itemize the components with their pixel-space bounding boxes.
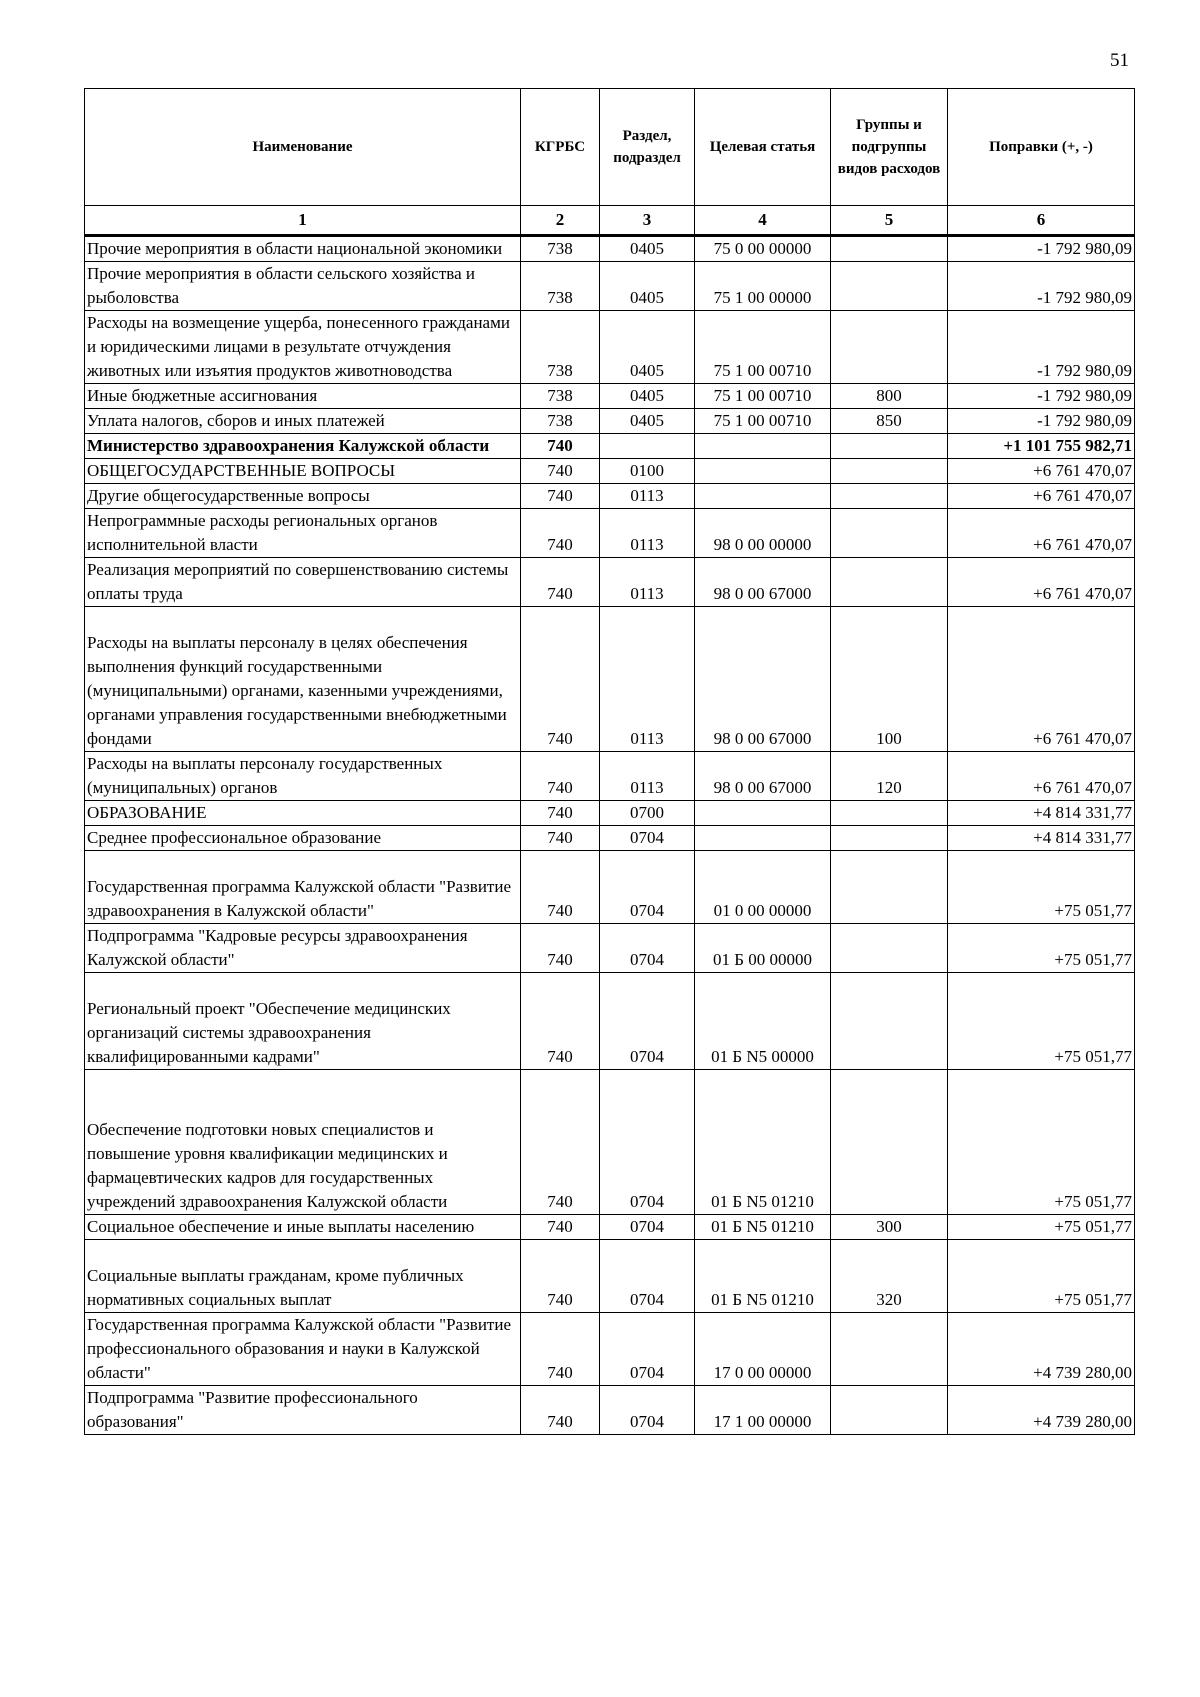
row-amount: +75 051,77 xyxy=(948,1215,1135,1240)
row-celevaya: 01 Б N5 01210 xyxy=(695,1070,831,1215)
row-amount: -1 792 980,09 xyxy=(948,409,1135,434)
table-row xyxy=(85,459,1135,484)
table-row xyxy=(85,509,1135,558)
table-row xyxy=(85,1386,1135,1435)
column-number: 4 xyxy=(695,206,831,236)
row-vid xyxy=(831,801,948,826)
row-name: Подпрограмма "Кадровые ресурсы здравоохранения Калужской области" xyxy=(85,924,521,973)
table-row xyxy=(85,558,1135,607)
row-celevaya xyxy=(695,434,831,459)
row-celevaya: 75 1 00 00710 xyxy=(695,311,831,384)
row-celevaya: 98 0 00 67000 xyxy=(695,558,831,607)
row-amount: +75 051,77 xyxy=(948,973,1135,1070)
row-name: Расходы на выплаты персоналу в целях обеспечения выполнения функций государственными (муниципальными) органами, казенными учреждениями, органами управления государственными внебюджетными фондами xyxy=(85,607,521,752)
row-razdel: 0405 xyxy=(600,262,695,311)
row-kgrbs: 740 xyxy=(521,484,600,509)
table-row xyxy=(85,484,1135,509)
row-celevaya: 01 0 00 00000 xyxy=(695,851,831,924)
row-name: Региональный проект "Обеспечение медицинских организаций системы здравоохранения квалифицированными кадрами" xyxy=(85,973,521,1070)
row-celevaya xyxy=(695,484,831,509)
row-amount: +6 761 470,07 xyxy=(948,484,1135,509)
row-vid: 800 xyxy=(831,384,948,409)
row-name: Другие общегосударственные вопросы xyxy=(85,484,521,509)
row-razdel xyxy=(600,434,695,459)
row-kgrbs: 740 xyxy=(521,459,600,484)
row-name: Подпрограмма "Развитие профессионального образования" xyxy=(85,1386,521,1435)
row-celevaya xyxy=(695,801,831,826)
table-row xyxy=(85,384,1135,409)
row-razdel: 0704 xyxy=(600,1240,695,1313)
row-kgrbs: 740 xyxy=(521,558,600,607)
table-row xyxy=(85,801,1135,826)
row-name: Непрограммные расходы региональных органов исполнительной власти xyxy=(85,509,521,558)
header-name: Наименование xyxy=(85,89,521,206)
row-vid: 100 xyxy=(831,607,948,752)
row-vid xyxy=(831,262,948,311)
row-celevaya: 01 Б 00 00000 xyxy=(695,924,831,973)
row-kgrbs: 738 xyxy=(521,384,600,409)
row-celevaya xyxy=(695,459,831,484)
row-vid: 120 xyxy=(831,752,948,801)
row-razdel: 0405 xyxy=(600,311,695,384)
row-amount: +75 051,77 xyxy=(948,1070,1135,1215)
row-amount: +75 051,77 xyxy=(948,924,1135,973)
row-celevaya xyxy=(695,826,831,851)
table-row xyxy=(85,434,1135,459)
row-kgrbs: 740 xyxy=(521,509,600,558)
budget-table xyxy=(84,88,1135,1435)
row-amount: -1 792 980,09 xyxy=(948,262,1135,311)
row-vid: 320 xyxy=(831,1240,948,1313)
header-vid: Группы и подгруппы видов расходов xyxy=(831,89,948,206)
row-amount: -1 792 980,09 xyxy=(948,311,1135,384)
row-razdel: 0704 xyxy=(600,1215,695,1240)
column-number: 2 xyxy=(521,206,600,236)
row-amount: +1 101 755 982,71 xyxy=(948,434,1135,459)
row-razdel: 0405 xyxy=(600,384,695,409)
header-kgrbs: КГРБС xyxy=(521,89,600,206)
row-celevaya: 17 1 00 00000 xyxy=(695,1386,831,1435)
row-vid xyxy=(831,434,948,459)
row-name: ОБРАЗОВАНИЕ xyxy=(85,801,521,826)
row-vid xyxy=(831,558,948,607)
table-row xyxy=(85,973,1135,1070)
table-row xyxy=(85,826,1135,851)
row-vid: 300 xyxy=(831,1215,948,1240)
row-vid xyxy=(831,459,948,484)
row-amount: +6 761 470,07 xyxy=(948,459,1135,484)
row-celevaya: 01 Б N5 00000 xyxy=(695,973,831,1070)
row-kgrbs: 740 xyxy=(521,607,600,752)
row-vid xyxy=(831,484,948,509)
row-name: ОБЩЕГОСУДАРСТВЕННЫЕ ВОПРОСЫ xyxy=(85,459,521,484)
column-number: 5 xyxy=(831,206,948,236)
row-razdel: 0100 xyxy=(600,459,695,484)
row-kgrbs: 740 xyxy=(521,801,600,826)
row-kgrbs: 738 xyxy=(521,236,600,262)
row-razdel: 0704 xyxy=(600,826,695,851)
row-celevaya: 75 1 00 00710 xyxy=(695,384,831,409)
row-razdel: 0113 xyxy=(600,558,695,607)
row-vid xyxy=(831,1386,948,1435)
row-razdel: 0113 xyxy=(600,509,695,558)
row-name: Министерство здравоохранения Калужской области xyxy=(85,434,521,459)
page-number: 51 xyxy=(1110,50,1129,71)
row-razdel: 0405 xyxy=(600,236,695,262)
column-number: 3 xyxy=(600,206,695,236)
row-razdel: 0113 xyxy=(600,484,695,509)
row-amount: +4 739 280,00 xyxy=(948,1313,1135,1386)
row-amount: +6 761 470,07 xyxy=(948,607,1135,752)
row-amount: +4 814 331,77 xyxy=(948,801,1135,826)
row-vid: 850 xyxy=(831,409,948,434)
row-celevaya: 98 0 00 67000 xyxy=(695,607,831,752)
row-celevaya: 75 1 00 00000 xyxy=(695,262,831,311)
row-vid xyxy=(831,1070,948,1215)
row-kgrbs: 738 xyxy=(521,311,600,384)
table-row xyxy=(85,1240,1135,1313)
row-razdel: 0704 xyxy=(600,1070,695,1215)
row-vid xyxy=(831,973,948,1070)
row-name: Иные бюджетные ассигнования xyxy=(85,384,521,409)
row-name: Социальные выплаты гражданам, кроме публичных нормативных социальных выплат xyxy=(85,1240,521,1313)
row-kgrbs: 738 xyxy=(521,409,600,434)
table-row xyxy=(85,236,1135,262)
row-name: Расходы на возмещение ущерба, понесенного гражданами и юридическими лицами в результате отчуждения животных или изъятия продуктов животноводства xyxy=(85,311,521,384)
table-row xyxy=(85,851,1135,924)
row-razdel: 0704 xyxy=(600,973,695,1070)
row-vid xyxy=(831,1313,948,1386)
header-razdel: Раздел, подраздел xyxy=(600,89,695,206)
row-razdel: 0704 xyxy=(600,1313,695,1386)
table-row xyxy=(85,607,1135,752)
row-kgrbs: 740 xyxy=(521,924,600,973)
row-vid xyxy=(831,311,948,384)
table-row xyxy=(85,409,1135,434)
row-name: Прочие мероприятия в области сельского хозяйства и рыболовства xyxy=(85,262,521,311)
column-number: 6 xyxy=(948,206,1135,236)
table-row xyxy=(85,1313,1135,1386)
row-amount: +75 051,77 xyxy=(948,851,1135,924)
row-vid xyxy=(831,851,948,924)
header-row xyxy=(85,89,1135,206)
row-amount: +6 761 470,07 xyxy=(948,509,1135,558)
row-kgrbs: 740 xyxy=(521,1215,600,1240)
table-row xyxy=(85,262,1135,311)
row-name: Социальное обеспечение и иные выплаты населению xyxy=(85,1215,521,1240)
row-celevaya: 17 0 00 00000 xyxy=(695,1313,831,1386)
row-celevaya: 01 Б N5 01210 xyxy=(695,1240,831,1313)
row-name: Среднее профессиональное образование xyxy=(85,826,521,851)
row-razdel: 0113 xyxy=(600,752,695,801)
row-amount: -1 792 980,09 xyxy=(948,236,1135,262)
row-amount: +4 739 280,00 xyxy=(948,1386,1135,1435)
row-name: Расходы на выплаты персоналу государственных (муниципальных) органов xyxy=(85,752,521,801)
row-razdel: 0704 xyxy=(600,1386,695,1435)
row-kgrbs: 740 xyxy=(521,1313,600,1386)
row-name: Обеспечение подготовки новых специалистов и повышение уровня квалификации медицинских и фармацевтических кадров для государственных учреждений здравоохранения Калужской области xyxy=(85,1070,521,1215)
row-razdel: 0405 xyxy=(600,409,695,434)
row-name: Прочие мероприятия в области национальной экономики xyxy=(85,236,521,262)
row-kgrbs: 740 xyxy=(521,826,600,851)
column-number: 1 xyxy=(85,206,521,236)
row-amount: +6 761 470,07 xyxy=(948,752,1135,801)
table-row xyxy=(85,311,1135,384)
row-razdel: 0700 xyxy=(600,801,695,826)
table-row xyxy=(85,1215,1135,1240)
table-row xyxy=(85,752,1135,801)
row-celevaya: 01 Б N5 01210 xyxy=(695,1215,831,1240)
row-kgrbs: 740 xyxy=(521,1070,600,1215)
row-kgrbs: 740 xyxy=(521,434,600,459)
table-row xyxy=(85,924,1135,973)
row-celevaya: 98 0 00 67000 xyxy=(695,752,831,801)
row-vid xyxy=(831,509,948,558)
row-kgrbs: 740 xyxy=(521,973,600,1070)
row-amount: +4 814 331,77 xyxy=(948,826,1135,851)
row-razdel: 0704 xyxy=(600,851,695,924)
row-name: Государственная программа Калужской области "Развитие профессионального образования и науки в Калужской области" xyxy=(85,1313,521,1386)
row-celevaya: 75 1 00 00710 xyxy=(695,409,831,434)
row-amount: -1 792 980,09 xyxy=(948,384,1135,409)
row-razdel: 0704 xyxy=(600,924,695,973)
column-number-row xyxy=(85,206,1135,236)
row-celevaya: 98 0 00 00000 xyxy=(695,509,831,558)
row-vid xyxy=(831,826,948,851)
row-kgrbs: 740 xyxy=(521,752,600,801)
row-kgrbs: 740 xyxy=(521,1386,600,1435)
row-celevaya: 75 0 00 00000 xyxy=(695,236,831,262)
row-razdel: 0113 xyxy=(600,607,695,752)
row-name: Уплата налогов, сборов и иных платежей xyxy=(85,409,521,434)
row-amount: +75 051,77 xyxy=(948,1240,1135,1313)
table-row xyxy=(85,1070,1135,1215)
row-name: Государственная программа Калужской области "Развитие здравоохранения в Калужской области" xyxy=(85,851,521,924)
row-vid xyxy=(831,924,948,973)
row-kgrbs: 738 xyxy=(521,262,600,311)
row-name: Реализация мероприятий по совершенствованию системы оплаты труда xyxy=(85,558,521,607)
row-kgrbs: 740 xyxy=(521,851,600,924)
row-kgrbs: 740 xyxy=(521,1240,600,1313)
row-amount: +6 761 470,07 xyxy=(948,558,1135,607)
header-celevaya: Целевая статья xyxy=(695,89,831,206)
row-vid xyxy=(831,236,948,262)
header-amount: Поправки (+, -) xyxy=(948,89,1135,206)
